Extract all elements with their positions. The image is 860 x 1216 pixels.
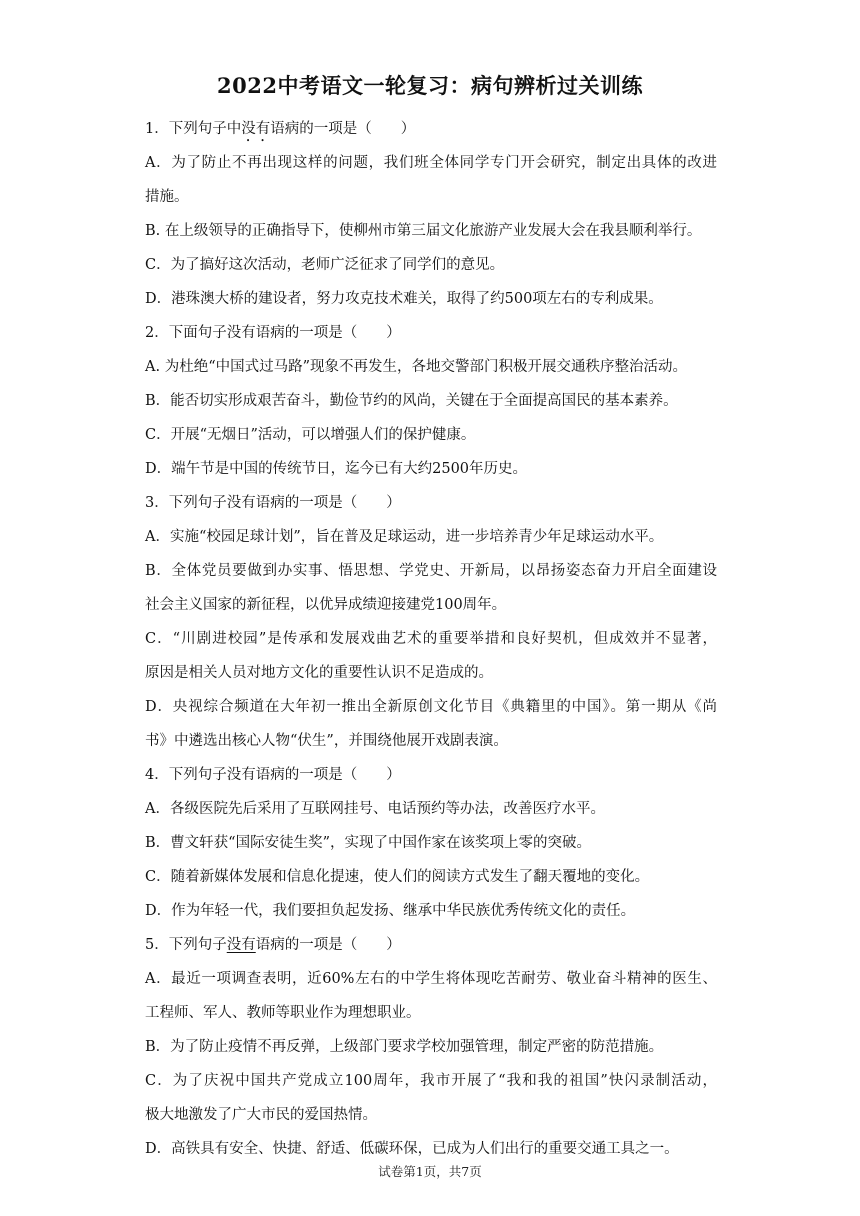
question-5-stem-suffix: 语病的一项是（ ） — [255, 937, 401, 953]
question-1-stem-emphasis: 没有 — [241, 121, 271, 137]
question-5-option-c-cont: 极大地激发了广大市民的爱国热情。 — [145, 1107, 377, 1123]
question-3-option-a: A．实施“校园足球计划”，旨在普及足球运动，进一步培养青少年足球运动水平。 — [145, 529, 664, 545]
question-3-option-b-cont: 社会主义国家的新征程，以优异成绩迎接建党100周年。 — [145, 597, 507, 613]
question-3-option-b: B．全体党员要做到办实事、悟思想、学党史、开新局，以昂扬姿态奋力开启全面建设 — [145, 563, 717, 579]
question-2-option-c: C．开展“无烟日”活动，可以增强人们的保护健康。 — [145, 427, 476, 443]
question-4-option-c: C．随着新媒体发展和信息化提速，使人们的阅读方式发生了翻天覆地的变化。 — [145, 869, 650, 885]
page-title: 2022中考语文一轮复习：病句辨析过关训练 — [217, 73, 643, 98]
question-1-stem-prefix: 1．下列句子中 — [145, 121, 242, 137]
question-1-option-a: A．为了防止不再出现这样的问题，我们班全体同学专门开会研究，制定出具体的改进 — [145, 155, 717, 171]
question-1-option-d: D．港珠澳大桥的建设者，努力攻克技术难关，取得了约500项左右的专利成果。 — [145, 291, 663, 307]
question-5-option-a: A．最近一项调查表明，近60%左右的中学生将体现吃苦耐劳、敬业奋斗精神的医生、 — [145, 971, 717, 987]
question-4-option-b: B．曹文轩获“国际安徒生奖”，实现了中国作家在该奖项上零的突破。 — [145, 835, 591, 851]
question-5-option-d: D．高铁具有安全、快捷、舒适、低碳环保，已成为人们出行的重要交通工具之一。 — [145, 1141, 679, 1157]
question-4-option-d: D．作为年轻一代，我们要担负起发扬、继承中华民族优秀传统文化的责任。 — [145, 903, 636, 919]
question-3-option-c-cont: 原因是相关人员对地方文化的重要性认识不足造成的。 — [145, 665, 493, 681]
page-footer: 试卷第1页，共7页 — [378, 1164, 482, 1179]
question-1-option-b: B. 在上级领导的正确指导下，使柳州市第三届文化旅游产业发展大会在我县顺利举行。 — [145, 223, 702, 239]
question-5-option-c: C．为了庆祝中国共产党成立100周年，我市开展了“我和我的祖国”快闪录制活动， — [145, 1073, 717, 1089]
question-list — [145, 112, 717, 1166]
question-5-option-b: B．为了防止疫情不再反弹，上级部门要求学校加强管理，制定严密的防范措施。 — [145, 1039, 664, 1055]
question-2-stem: 2．下面句子没有语病的一项是（ ） — [145, 325, 401, 341]
question-3-stem: 3．下列句子没有语病的一项是（ ） — [145, 495, 401, 511]
question-1-stem — [145, 112, 717, 146]
question-1-option-a-cont: 措施。 — [145, 189, 189, 205]
question-5-option-a-cont: 工程师、军人、教师等职业作为理想职业。 — [145, 1005, 421, 1021]
question-3-option-c: C．“川剧进校园”是传承和发展戏曲艺术的重要举措和良好契机，但成效并不显著， — [145, 631, 717, 647]
question-5-stem-prefix: 5．下列句子 — [145, 937, 227, 953]
question-4-option-a: A．各级医院先后采用了互联网挂号、电话预约等办法，改善医疗水平。 — [145, 801, 605, 817]
question-4-stem: 4．下列句子没有语病的一项是（ ） — [145, 767, 401, 783]
question-1-stem-suffix: 语病的一项是（ ） — [270, 121, 416, 137]
question-2-option-a: A. 为杜绝“中国式过马路”现象不再发生，各地交警部门积极开展交通秩序整治活动。 — [145, 359, 688, 375]
question-1-option-c: C．为了搞好这次活动，老师广泛征求了同学们的意见。 — [145, 257, 505, 273]
question-5-stem-underline: 没有 — [226, 937, 256, 953]
question-2-option-d: D．端午节是中国的传统节日，迄今已有大约2500年历史。 — [145, 461, 528, 477]
question-5-stem — [145, 928, 717, 962]
question-2-option-b: B．能否切实形成艰苦奋斗，勤俭节约的风尚，关键在于全面提高国民的基本素养。 — [145, 393, 678, 409]
question-3-option-d: D．央视综合频道在大年初一推出全新原创文化节目《典籍里的中国》。第一期从《尚 — [145, 699, 717, 715]
question-3-option-d-cont: 书》中遴选出核心人物“伏生”，并围绕他展开戏剧表演。 — [145, 733, 508, 749]
